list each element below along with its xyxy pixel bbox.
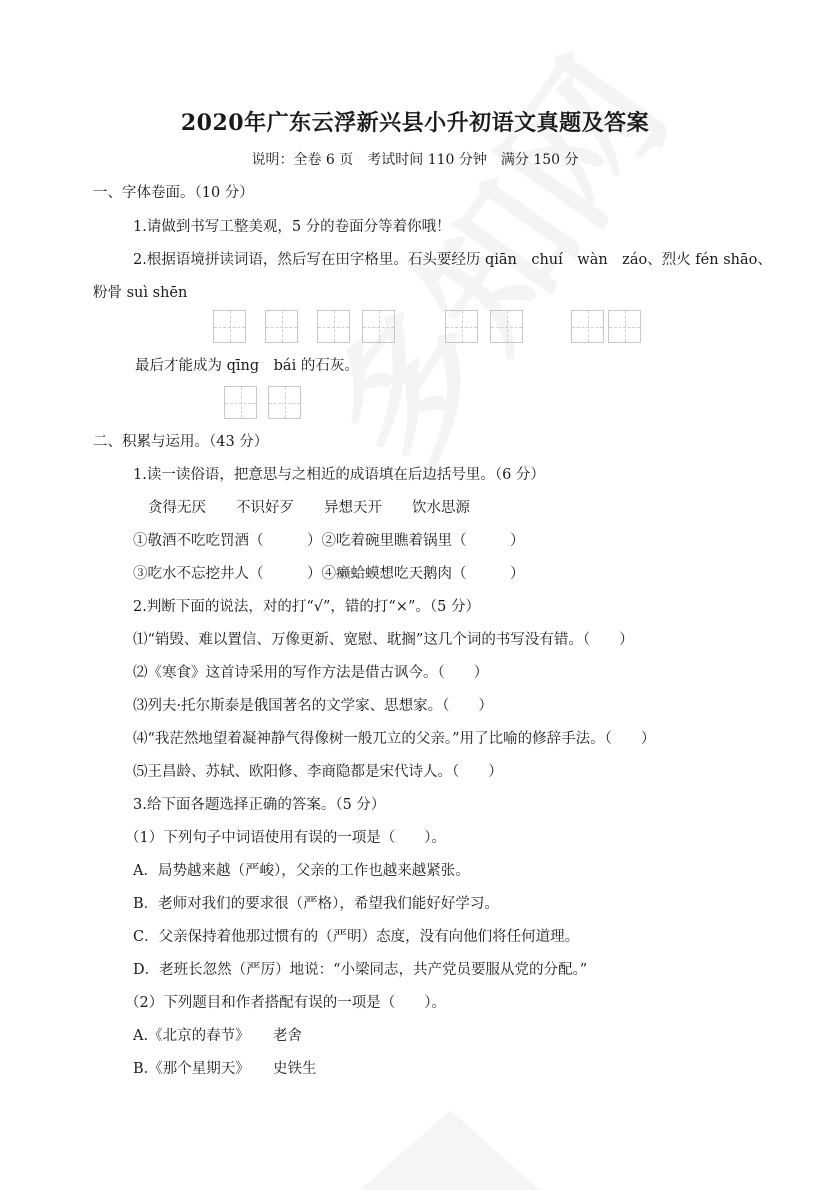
tianzige-box[interactable] xyxy=(265,310,298,343)
idiom-option: 异想天开 xyxy=(324,500,382,516)
tianzige-box[interactable] xyxy=(224,386,257,419)
section2-q1-row2: ③吃水不忘挖井人（ ）④癞蛤蟆想吃天鹅肉（ ） xyxy=(133,566,525,582)
tianzige-box[interactable] xyxy=(362,310,395,343)
section2-q3-prompt: 3.给下面各题选择正确的答案。（5 分） xyxy=(133,797,386,813)
choice-option-d: D．老班长忽然（严厉）地说：“小梁同志，共产党员要服从党的分配。” xyxy=(133,962,588,978)
section2-q1-prompt: 1.读一读俗语，把意思与之相近的成语填在后边括号里。（6 分） xyxy=(133,467,545,483)
work-title: A.《北京的春节》 xyxy=(133,1028,250,1044)
tianzige-box[interactable] xyxy=(608,310,641,343)
match-option-b xyxy=(133,1059,317,1079)
judgement-item-3: ⑶列夫·托尔斯泰是俄国著名的文学家、思想家。（ ） xyxy=(133,698,493,714)
tianzige-box[interactable] xyxy=(445,310,478,343)
idiom-options xyxy=(148,498,470,518)
choice-option-c: C．父亲保持着他那过惯有的（严明）态度，没有向他们将任何道理。 xyxy=(133,929,580,945)
idiom-option: 不识好歹 xyxy=(236,500,294,516)
section1-q2-line2: 粉骨 suì shēn xyxy=(93,285,188,301)
choice-option-b: B．老师对我们的要求很（严格），希望我们能好好学习。 xyxy=(133,896,499,912)
section2-q1-row1: ①敬酒不吃吃罚酒（ ）②吃着碗里瞧着锅里（ ） xyxy=(133,533,525,549)
exam-instructions: 说明：全卷 6 页 考试时间 110 分钟 满分 150 分 xyxy=(251,152,579,168)
section2-q3-sub2-prompt: （2）下列题目和作者搭配有误的一项是（ ）。 xyxy=(125,995,446,1011)
section2-q3-sub1-prompt: （1）下列句子中词语使用有误的一项是（ ）。 xyxy=(125,830,446,846)
work-title: B.《那个星期天》 xyxy=(133,1061,250,1077)
match-option-a xyxy=(133,1026,302,1046)
section1-q1: 1.请做到书写工整美观，5 分的卷面分等着你哦！ xyxy=(133,219,451,235)
judgement-item-1: ⑴“销毁、难以置信、万像更新、宽慰、耽搁”这几个词的书写没有错。（ ） xyxy=(133,632,634,648)
tianzige-box[interactable] xyxy=(317,310,350,343)
work-author: 史铁生 xyxy=(273,1061,317,1077)
idiom-option: 饮水思源 xyxy=(412,500,470,516)
section1-q2-line3: 最后才能成为 qīng bái 的石灰。 xyxy=(135,358,359,374)
judgement-item-2: ⑵《寒食》这首诗采用的写作方法是借古讽今。（ ） xyxy=(133,665,489,681)
judgement-item-5: ⑸王昌龄、苏轼、欧阳修、李商隐都是宋代诗人。（ ） xyxy=(133,764,503,780)
watermark-logo-shape xyxy=(360,1110,540,1190)
section2-q2-prompt: 2.判断下面的说法，对的打“√”，错的打“×”。（5 分） xyxy=(133,599,480,615)
work-author: 老舍 xyxy=(273,1028,302,1044)
section1-heading: 一、字体卷面。（10 分） xyxy=(93,185,254,201)
section1-q2-line1: 2.根据语境拼读词语，然后写在田字格里。石头要经历 qiān chuí wàn záo、烈火 fén shāo、 xyxy=(133,252,772,268)
page-title: 2020年广东云浮新兴县小升初语文真题及答案 xyxy=(180,110,650,136)
idiom-option: 贪得无厌 xyxy=(148,500,206,516)
choice-option-a: A．局势越来越（严峻），父亲的工作也越来越紧张。 xyxy=(133,863,470,879)
judgement-item-4: ⑷“我茫然地望着凝神静气得像树一般兀立的父亲。”用了比喻的修辞手法。（ ） xyxy=(133,731,656,747)
tianzige-box[interactable] xyxy=(490,310,523,343)
tianzige-box[interactable] xyxy=(268,386,301,419)
tianzige-box[interactable] xyxy=(571,310,604,343)
tianzige-box[interactable] xyxy=(213,310,246,343)
section2-heading: 二、积累与运用。（43 分） xyxy=(93,434,269,450)
